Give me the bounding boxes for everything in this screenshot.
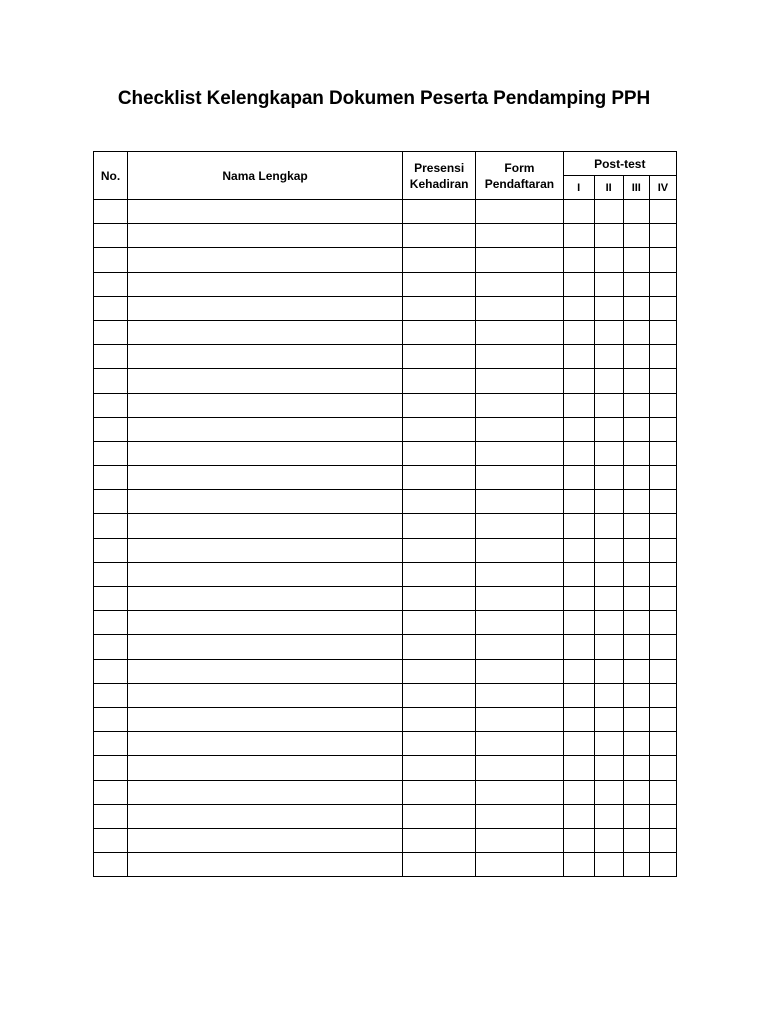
table-row [94, 224, 677, 248]
header-post-test-iii: III [623, 176, 649, 200]
cell-post-test-i [563, 538, 594, 562]
cell-form [476, 707, 563, 731]
cell-post-test-i [563, 466, 594, 490]
cell-post-test-iii [623, 514, 649, 538]
header-form-pendaftaran [476, 152, 563, 200]
table-row [94, 611, 677, 635]
cell-post-test-i [563, 320, 594, 344]
cell-no [94, 659, 128, 683]
table-row [94, 441, 677, 465]
cell-presensi [403, 345, 476, 369]
cell-form [476, 828, 563, 852]
cell-nama-lengkap [128, 732, 403, 756]
cell-nama-lengkap [128, 466, 403, 490]
cell-post-test-iv [649, 732, 676, 756]
table-row [94, 320, 677, 344]
cell-nama-lengkap [128, 707, 403, 731]
cell-post-test-iii [623, 611, 649, 635]
cell-form [476, 853, 563, 877]
cell-no [94, 756, 128, 780]
cell-post-test-ii [594, 441, 623, 465]
cell-post-test-iii [623, 345, 649, 369]
cell-nama-lengkap [128, 683, 403, 707]
cell-nama-lengkap [128, 320, 403, 344]
cell-post-test-iv [649, 248, 676, 272]
cell-form [476, 441, 563, 465]
cell-post-test-iv [649, 635, 676, 659]
table-row [94, 853, 677, 877]
cell-presensi [403, 562, 476, 586]
cell-post-test-i [563, 804, 594, 828]
cell-no [94, 853, 128, 877]
cell-form [476, 369, 563, 393]
cell-presensi [403, 635, 476, 659]
cell-no [94, 393, 128, 417]
cell-post-test-i [563, 393, 594, 417]
cell-nama-lengkap [128, 296, 403, 320]
cell-post-test-iii [623, 224, 649, 248]
cell-post-test-iii [623, 369, 649, 393]
document-title: Checklist Kelengkapan Dokumen Peserta Pendamping PPH [117, 88, 651, 109]
cell-presensi [403, 320, 476, 344]
cell-presensi [403, 683, 476, 707]
cell-no [94, 562, 128, 586]
table-row [94, 538, 677, 562]
cell-form [476, 804, 563, 828]
cell-post-test-iv [649, 296, 676, 320]
header-post-test-i: I [563, 176, 594, 200]
cell-no [94, 828, 128, 852]
cell-nama-lengkap [128, 587, 403, 611]
cell-nama-lengkap [128, 828, 403, 852]
cell-post-test-ii [594, 417, 623, 441]
table-row [94, 296, 677, 320]
cell-form [476, 587, 563, 611]
header-post-test: Post-test [563, 152, 676, 176]
cell-post-test-ii [594, 490, 623, 514]
cell-presensi [403, 466, 476, 490]
cell-post-test-iii [623, 490, 649, 514]
cell-post-test-iv [649, 804, 676, 828]
cell-form [476, 562, 563, 586]
cell-post-test-i [563, 611, 594, 635]
cell-post-test-iii [623, 466, 649, 490]
cell-presensi [403, 828, 476, 852]
cell-nama-lengkap [128, 538, 403, 562]
table-row [94, 707, 677, 731]
cell-form [476, 756, 563, 780]
cell-post-test-iii [623, 732, 649, 756]
cell-no [94, 345, 128, 369]
cell-post-test-i [563, 514, 594, 538]
cell-post-test-ii [594, 756, 623, 780]
table-row [94, 780, 677, 804]
cell-no [94, 635, 128, 659]
cell-presensi [403, 659, 476, 683]
cell-post-test-iv [649, 393, 676, 417]
cell-post-test-ii [594, 780, 623, 804]
cell-nama-lengkap [128, 393, 403, 417]
table-row [94, 466, 677, 490]
table-row [94, 490, 677, 514]
cell-post-test-iii [623, 828, 649, 852]
header-form-line1: Form [504, 160, 535, 175]
cell-post-test-i [563, 272, 594, 296]
cell-post-test-iii [623, 296, 649, 320]
cell-no [94, 780, 128, 804]
cell-presensi [403, 417, 476, 441]
cell-post-test-ii [594, 659, 623, 683]
cell-presensi [403, 804, 476, 828]
cell-post-test-ii [594, 732, 623, 756]
cell-presensi [403, 224, 476, 248]
cell-form [476, 320, 563, 344]
cell-no [94, 441, 128, 465]
cell-post-test-iii [623, 538, 649, 562]
cell-post-test-iv [649, 707, 676, 731]
cell-presensi [403, 853, 476, 877]
cell-form [476, 272, 563, 296]
cell-presensi [403, 490, 476, 514]
cell-form [476, 683, 563, 707]
cell-form [476, 345, 563, 369]
cell-post-test-i [563, 296, 594, 320]
cell-post-test-iv [649, 538, 676, 562]
cell-nama-lengkap [128, 490, 403, 514]
cell-post-test-iv [649, 756, 676, 780]
cell-post-test-iv [649, 514, 676, 538]
cell-post-test-ii [594, 296, 623, 320]
header-nama-lengkap: Nama Lengkap [128, 152, 403, 200]
cell-post-test-iv [649, 320, 676, 344]
cell-post-test-iv [649, 441, 676, 465]
cell-post-test-iii [623, 756, 649, 780]
cell-post-test-iv [649, 466, 676, 490]
cell-form [476, 200, 563, 224]
cell-post-test-iii [623, 248, 649, 272]
cell-no [94, 248, 128, 272]
cell-post-test-i [563, 248, 594, 272]
table-row [94, 248, 677, 272]
cell-post-test-ii [594, 804, 623, 828]
cell-nama-lengkap [128, 659, 403, 683]
cell-form [476, 296, 563, 320]
cell-post-test-ii [594, 345, 623, 369]
table-row [94, 345, 677, 369]
cell-no [94, 224, 128, 248]
cell-presensi [403, 393, 476, 417]
cell-post-test-iv [649, 369, 676, 393]
header-post-test-ii: II [594, 176, 623, 200]
table-row [94, 587, 677, 611]
cell-post-test-iii [623, 417, 649, 441]
cell-nama-lengkap [128, 441, 403, 465]
cell-post-test-iv [649, 587, 676, 611]
cell-post-test-i [563, 828, 594, 852]
cell-form [476, 224, 563, 248]
cell-nama-lengkap [128, 200, 403, 224]
cell-post-test-ii [594, 562, 623, 586]
cell-presensi [403, 587, 476, 611]
table-body [94, 200, 677, 877]
header-post-test-iv: IV [649, 176, 676, 200]
cell-post-test-iii [623, 683, 649, 707]
cell-form [476, 393, 563, 417]
header-presensi-line2: Kehadiran [409, 176, 469, 191]
cell-nama-lengkap [128, 272, 403, 296]
table-row [94, 514, 677, 538]
cell-post-test-iv [649, 562, 676, 586]
cell-post-test-iii [623, 587, 649, 611]
header-form-line2: Pendaftaran [484, 176, 555, 191]
cell-nama-lengkap [128, 635, 403, 659]
cell-post-test-iv [649, 780, 676, 804]
cell-post-test-iii [623, 635, 649, 659]
cell-post-test-i [563, 635, 594, 659]
cell-form [476, 417, 563, 441]
cell-no [94, 732, 128, 756]
table-row [94, 369, 677, 393]
cell-post-test-iv [649, 490, 676, 514]
cell-nama-lengkap [128, 248, 403, 272]
table-row [94, 828, 677, 852]
cell-post-test-iii [623, 441, 649, 465]
cell-post-test-i [563, 417, 594, 441]
cell-post-test-i [563, 562, 594, 586]
cell-post-test-ii [594, 611, 623, 635]
cell-post-test-i [563, 200, 594, 224]
cell-post-test-iii [623, 780, 649, 804]
table-row [94, 635, 677, 659]
checklist-table [93, 151, 677, 877]
cell-nama-lengkap [128, 369, 403, 393]
table-header [94, 152, 677, 200]
cell-form [476, 732, 563, 756]
cell-post-test-iii [623, 320, 649, 344]
cell-form [476, 248, 563, 272]
cell-presensi [403, 272, 476, 296]
cell-post-test-iii [623, 393, 649, 417]
cell-nama-lengkap [128, 756, 403, 780]
cell-nama-lengkap [128, 417, 403, 441]
cell-post-test-i [563, 683, 594, 707]
header-no: No. [94, 152, 128, 200]
cell-post-test-i [563, 587, 594, 611]
cell-post-test-i [563, 659, 594, 683]
cell-post-test-iv [649, 345, 676, 369]
cell-post-test-i [563, 732, 594, 756]
cell-form [476, 659, 563, 683]
cell-no [94, 466, 128, 490]
cell-nama-lengkap [128, 780, 403, 804]
cell-presensi [403, 732, 476, 756]
cell-post-test-iv [649, 272, 676, 296]
cell-post-test-ii [594, 635, 623, 659]
cell-no [94, 683, 128, 707]
cell-nama-lengkap [128, 562, 403, 586]
cell-presensi [403, 200, 476, 224]
cell-post-test-ii [594, 853, 623, 877]
cell-presensi [403, 611, 476, 635]
cell-post-test-iv [649, 683, 676, 707]
cell-post-test-iii [623, 707, 649, 731]
cell-presensi [403, 514, 476, 538]
cell-post-test-ii [594, 828, 623, 852]
table-row [94, 417, 677, 441]
table-row [94, 732, 677, 756]
cell-form [476, 780, 563, 804]
cell-presensi [403, 707, 476, 731]
cell-post-test-ii [594, 514, 623, 538]
cell-post-test-ii [594, 200, 623, 224]
cell-post-test-iv [649, 828, 676, 852]
cell-no [94, 296, 128, 320]
cell-nama-lengkap [128, 514, 403, 538]
table-row [94, 804, 677, 828]
cell-post-test-iii [623, 659, 649, 683]
cell-post-test-iv [649, 200, 676, 224]
cell-presensi [403, 248, 476, 272]
cell-nama-lengkap [128, 804, 403, 828]
cell-post-test-ii [594, 393, 623, 417]
cell-post-test-iv [649, 659, 676, 683]
header-presensi-kehadiran [403, 152, 476, 200]
cell-no [94, 587, 128, 611]
cell-post-test-iv [649, 224, 676, 248]
cell-post-test-ii [594, 248, 623, 272]
cell-no [94, 804, 128, 828]
cell-nama-lengkap [128, 345, 403, 369]
cell-no [94, 369, 128, 393]
table-row [94, 683, 677, 707]
cell-post-test-iv [649, 853, 676, 877]
table-row [94, 562, 677, 586]
cell-post-test-i [563, 441, 594, 465]
cell-no [94, 490, 128, 514]
cell-form [476, 466, 563, 490]
cell-no [94, 538, 128, 562]
cell-presensi [403, 369, 476, 393]
cell-no [94, 272, 128, 296]
cell-post-test-i [563, 780, 594, 804]
cell-form [476, 635, 563, 659]
table-row [94, 659, 677, 683]
cell-form [476, 490, 563, 514]
header-presensi-line1: Presensi [414, 160, 465, 175]
table-row [94, 200, 677, 224]
cell-form [476, 611, 563, 635]
cell-presensi [403, 780, 476, 804]
cell-no [94, 320, 128, 344]
cell-post-test-iv [649, 611, 676, 635]
cell-presensi [403, 441, 476, 465]
cell-post-test-i [563, 756, 594, 780]
cell-nama-lengkap [128, 224, 403, 248]
cell-post-test-ii [594, 466, 623, 490]
cell-post-test-ii [594, 683, 623, 707]
cell-post-test-i [563, 853, 594, 877]
cell-post-test-ii [594, 707, 623, 731]
cell-post-test-iv [649, 417, 676, 441]
cell-post-test-i [563, 224, 594, 248]
cell-no [94, 417, 128, 441]
cell-post-test-ii [594, 272, 623, 296]
cell-no [94, 611, 128, 635]
cell-post-test-i [563, 345, 594, 369]
cell-post-test-iii [623, 853, 649, 877]
cell-no [94, 200, 128, 224]
cell-post-test-ii [594, 587, 623, 611]
table-row [94, 272, 677, 296]
cell-post-test-iii [623, 200, 649, 224]
cell-post-test-ii [594, 369, 623, 393]
cell-form [476, 514, 563, 538]
table-row [94, 393, 677, 417]
cell-form [476, 538, 563, 562]
cell-nama-lengkap [128, 611, 403, 635]
table-row [94, 756, 677, 780]
cell-post-test-ii [594, 538, 623, 562]
cell-post-test-ii [594, 224, 623, 248]
cell-presensi [403, 296, 476, 320]
cell-post-test-iii [623, 272, 649, 296]
cell-post-test-iii [623, 562, 649, 586]
cell-nama-lengkap [128, 853, 403, 877]
cell-no [94, 707, 128, 731]
cell-post-test-iii [623, 804, 649, 828]
cell-post-test-i [563, 707, 594, 731]
cell-post-test-i [563, 369, 594, 393]
cell-post-test-i [563, 490, 594, 514]
cell-no [94, 514, 128, 538]
cell-presensi [403, 756, 476, 780]
cell-post-test-ii [594, 320, 623, 344]
cell-presensi [403, 538, 476, 562]
